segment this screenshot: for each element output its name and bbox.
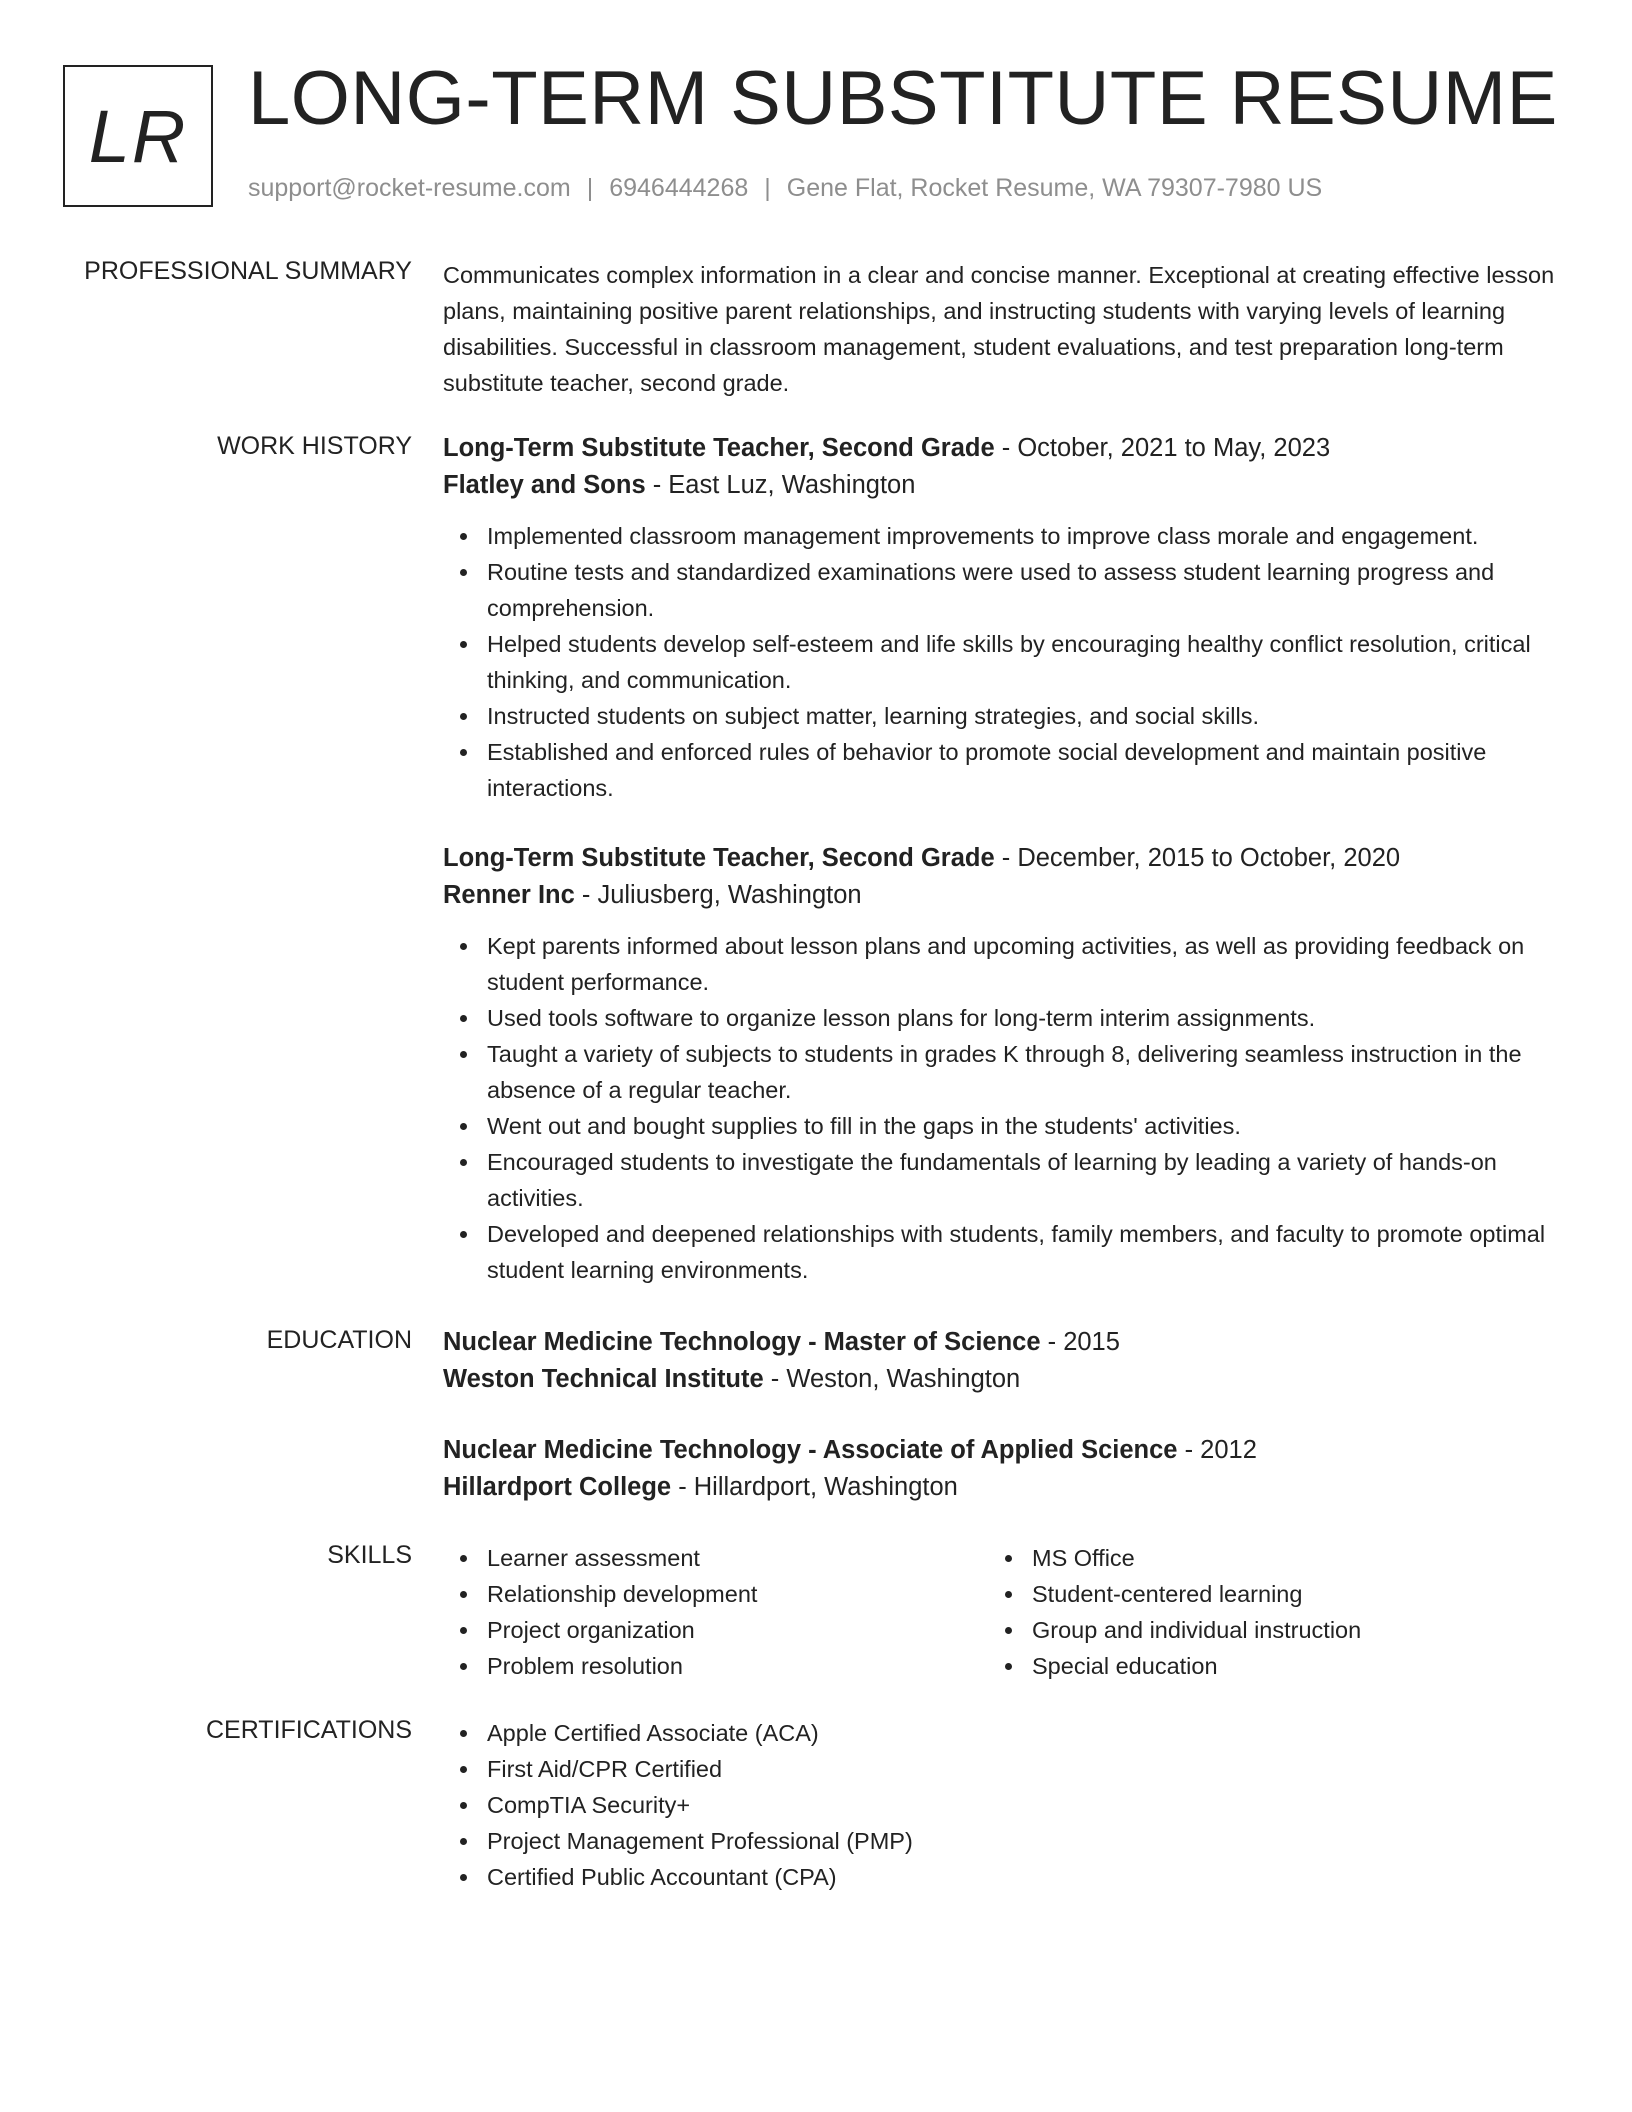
job-company: Flatley and Sons <box>443 471 646 499</box>
job-company: Renner Inc <box>443 881 575 909</box>
skills-list-1 <box>443 1540 988 1684</box>
contact-separator: | <box>586 174 594 202</box>
job-dates: - December, 2015 to October, 2020 <box>994 844 1401 872</box>
job-location: - East Luz, Washington <box>645 471 916 499</box>
skill-item: Problem resolution <box>487 1648 988 1684</box>
certification-item: Apple Certified Associate (ACA) <box>487 1715 1563 1751</box>
section-label-skills: SKILLS <box>327 1541 412 1569</box>
summary-text: Communicates complex information in a clear and concise manner. Exceptional at creating effective lesson plans, maintaining positive parent relationships, and instructing students with varying levels of learning disabilities. Successful in classroom management, student evaluations, and test preparation long-term substitute teacher, second grade. <box>443 262 1555 396</box>
school-line <box>443 1469 1563 1506</box>
degree-name: Nuclear Medicine Technology - Master of Science <box>443 1328 1041 1356</box>
section-label-certifications: CERTIFICATIONS <box>205 1716 412 1744</box>
school-line <box>443 1361 1563 1398</box>
certification-item: First Aid/CPR Certified <box>487 1751 1563 1787</box>
school-name: Hillardport College <box>443 1473 672 1501</box>
job-list <box>443 430 1563 1288</box>
certifications-list <box>443 1715 1563 1895</box>
summary-section <box>443 257 1563 401</box>
school-location: - Hillardport, Washington <box>671 1473 958 1501</box>
skills-section <box>443 1540 1563 1684</box>
job-bullet: Established and enforced rules of behavior to promote social development and maintain positive interactions. <box>487 734 1563 806</box>
certification-item: CompTIA Security+ <box>487 1787 1563 1823</box>
job-bullet: Used tools software to organize lesson plans for long-term interim assignments. <box>487 1000 1563 1036</box>
monogram-box <box>63 65 213 207</box>
skill-item: MS Office <box>1032 1540 1533 1576</box>
skills-columns <box>443 1540 1563 1684</box>
job-bullet: Went out and bought supplies to fill in the gaps in the students' activities. <box>487 1108 1563 1144</box>
section-label-summary: PROFESSIONAL SUMMARY <box>84 257 412 285</box>
education-section <box>443 1324 1563 1506</box>
education-list <box>443 1324 1563 1506</box>
contact-separator: | <box>764 174 771 202</box>
contact-phone: 6946444268 <box>609 174 749 202</box>
skills-list-2 <box>988 1540 1533 1684</box>
contact-line <box>248 174 1322 203</box>
job-bullets <box>443 928 1563 1288</box>
section-label-education: EDUCATION <box>266 1326 412 1354</box>
job-title: Long-Term Substitute Teacher, Second Grade <box>443 434 995 462</box>
skill-item: Learner assessment <box>487 1540 988 1576</box>
degree-line <box>443 1324 1563 1361</box>
skill-item: Special education <box>1032 1648 1533 1684</box>
job-company-line <box>443 877 1563 914</box>
skill-item: Relationship development <box>487 1576 988 1612</box>
certification-item: Project Management Professional (PMP) <box>487 1823 1563 1859</box>
education-entry <box>443 1324 1563 1398</box>
school-name: Weston Technical Institute <box>443 1365 764 1393</box>
skills-column-2 <box>988 1540 1533 1684</box>
degree-name: Nuclear Medicine Technology - Associate of Applied Science <box>443 1436 1178 1464</box>
certifications-section <box>443 1715 1563 1895</box>
skill-item: Student-centered learning <box>1032 1576 1533 1612</box>
job-company-line <box>443 467 1563 504</box>
job-bullet: Implemented classroom management improvements to improve class morale and engagement. <box>487 518 1563 554</box>
work-history-section <box>443 430 1563 1288</box>
job-bullet: Routine tests and standardized examinations were used to assess student learning progress and comprehension. <box>487 554 1563 626</box>
job-bullet: Encouraged students to investigate the fundamentals of learning by leading a variety of hands-on activities. <box>487 1144 1563 1216</box>
job-entry <box>443 840 1563 1288</box>
contact-address: Gene Flat, Rocket Resume, WA 79307-7980 US <box>786 174 1323 202</box>
job-bullet: Taught a variety of subjects to students in grades K through 8, delivering seamless instruction in the absence of a regular teacher. <box>487 1036 1563 1108</box>
skill-item: Project organization <box>487 1612 988 1648</box>
job-title-line <box>443 840 1563 877</box>
section-label-work: WORK HISTORY <box>217 432 412 460</box>
job-location: - Juliusberg, Washington <box>574 881 862 909</box>
job-bullet: Instructed students on subject matter, learning strategies, and social skills. <box>487 698 1563 734</box>
degree-line <box>443 1432 1563 1469</box>
job-bullet: Helped students develop self-esteem and life skills by encouraging healthy conflict resolution, critical thinking, and communication. <box>487 626 1563 698</box>
job-bullet: Kept parents informed about lesson plans and upcoming activities, as well as providing feedback on student performance. <box>487 928 1563 1000</box>
job-dates: - October, 2021 to May, 2023 <box>994 434 1331 462</box>
contact-email: support@rocket-resume.com <box>248 174 571 202</box>
skills-column-1 <box>443 1540 988 1684</box>
job-bullet: Developed and deepened relationships with students, family members, and faculty to promote optimal student learning environments. <box>487 1216 1563 1288</box>
monogram-initials: LR <box>88 94 188 178</box>
job-bullets <box>443 518 1563 806</box>
skill-item: Group and individual instruction <box>1032 1612 1533 1648</box>
job-title-line <box>443 430 1563 467</box>
education-entry <box>443 1432 1563 1506</box>
degree-year: - 2015 <box>1040 1328 1120 1356</box>
job-entry <box>443 430 1563 806</box>
job-title: Long-Term Substitute Teacher, Second Grade <box>443 844 995 872</box>
school-location: - Weston, Washington <box>763 1365 1021 1393</box>
resume-title: LONG-TERM SUBSTITUTE RESUME <box>248 56 1558 141</box>
degree-year: - 2012 <box>1177 1436 1257 1464</box>
certification-item: Certified Public Accountant (CPA) <box>487 1859 1563 1895</box>
